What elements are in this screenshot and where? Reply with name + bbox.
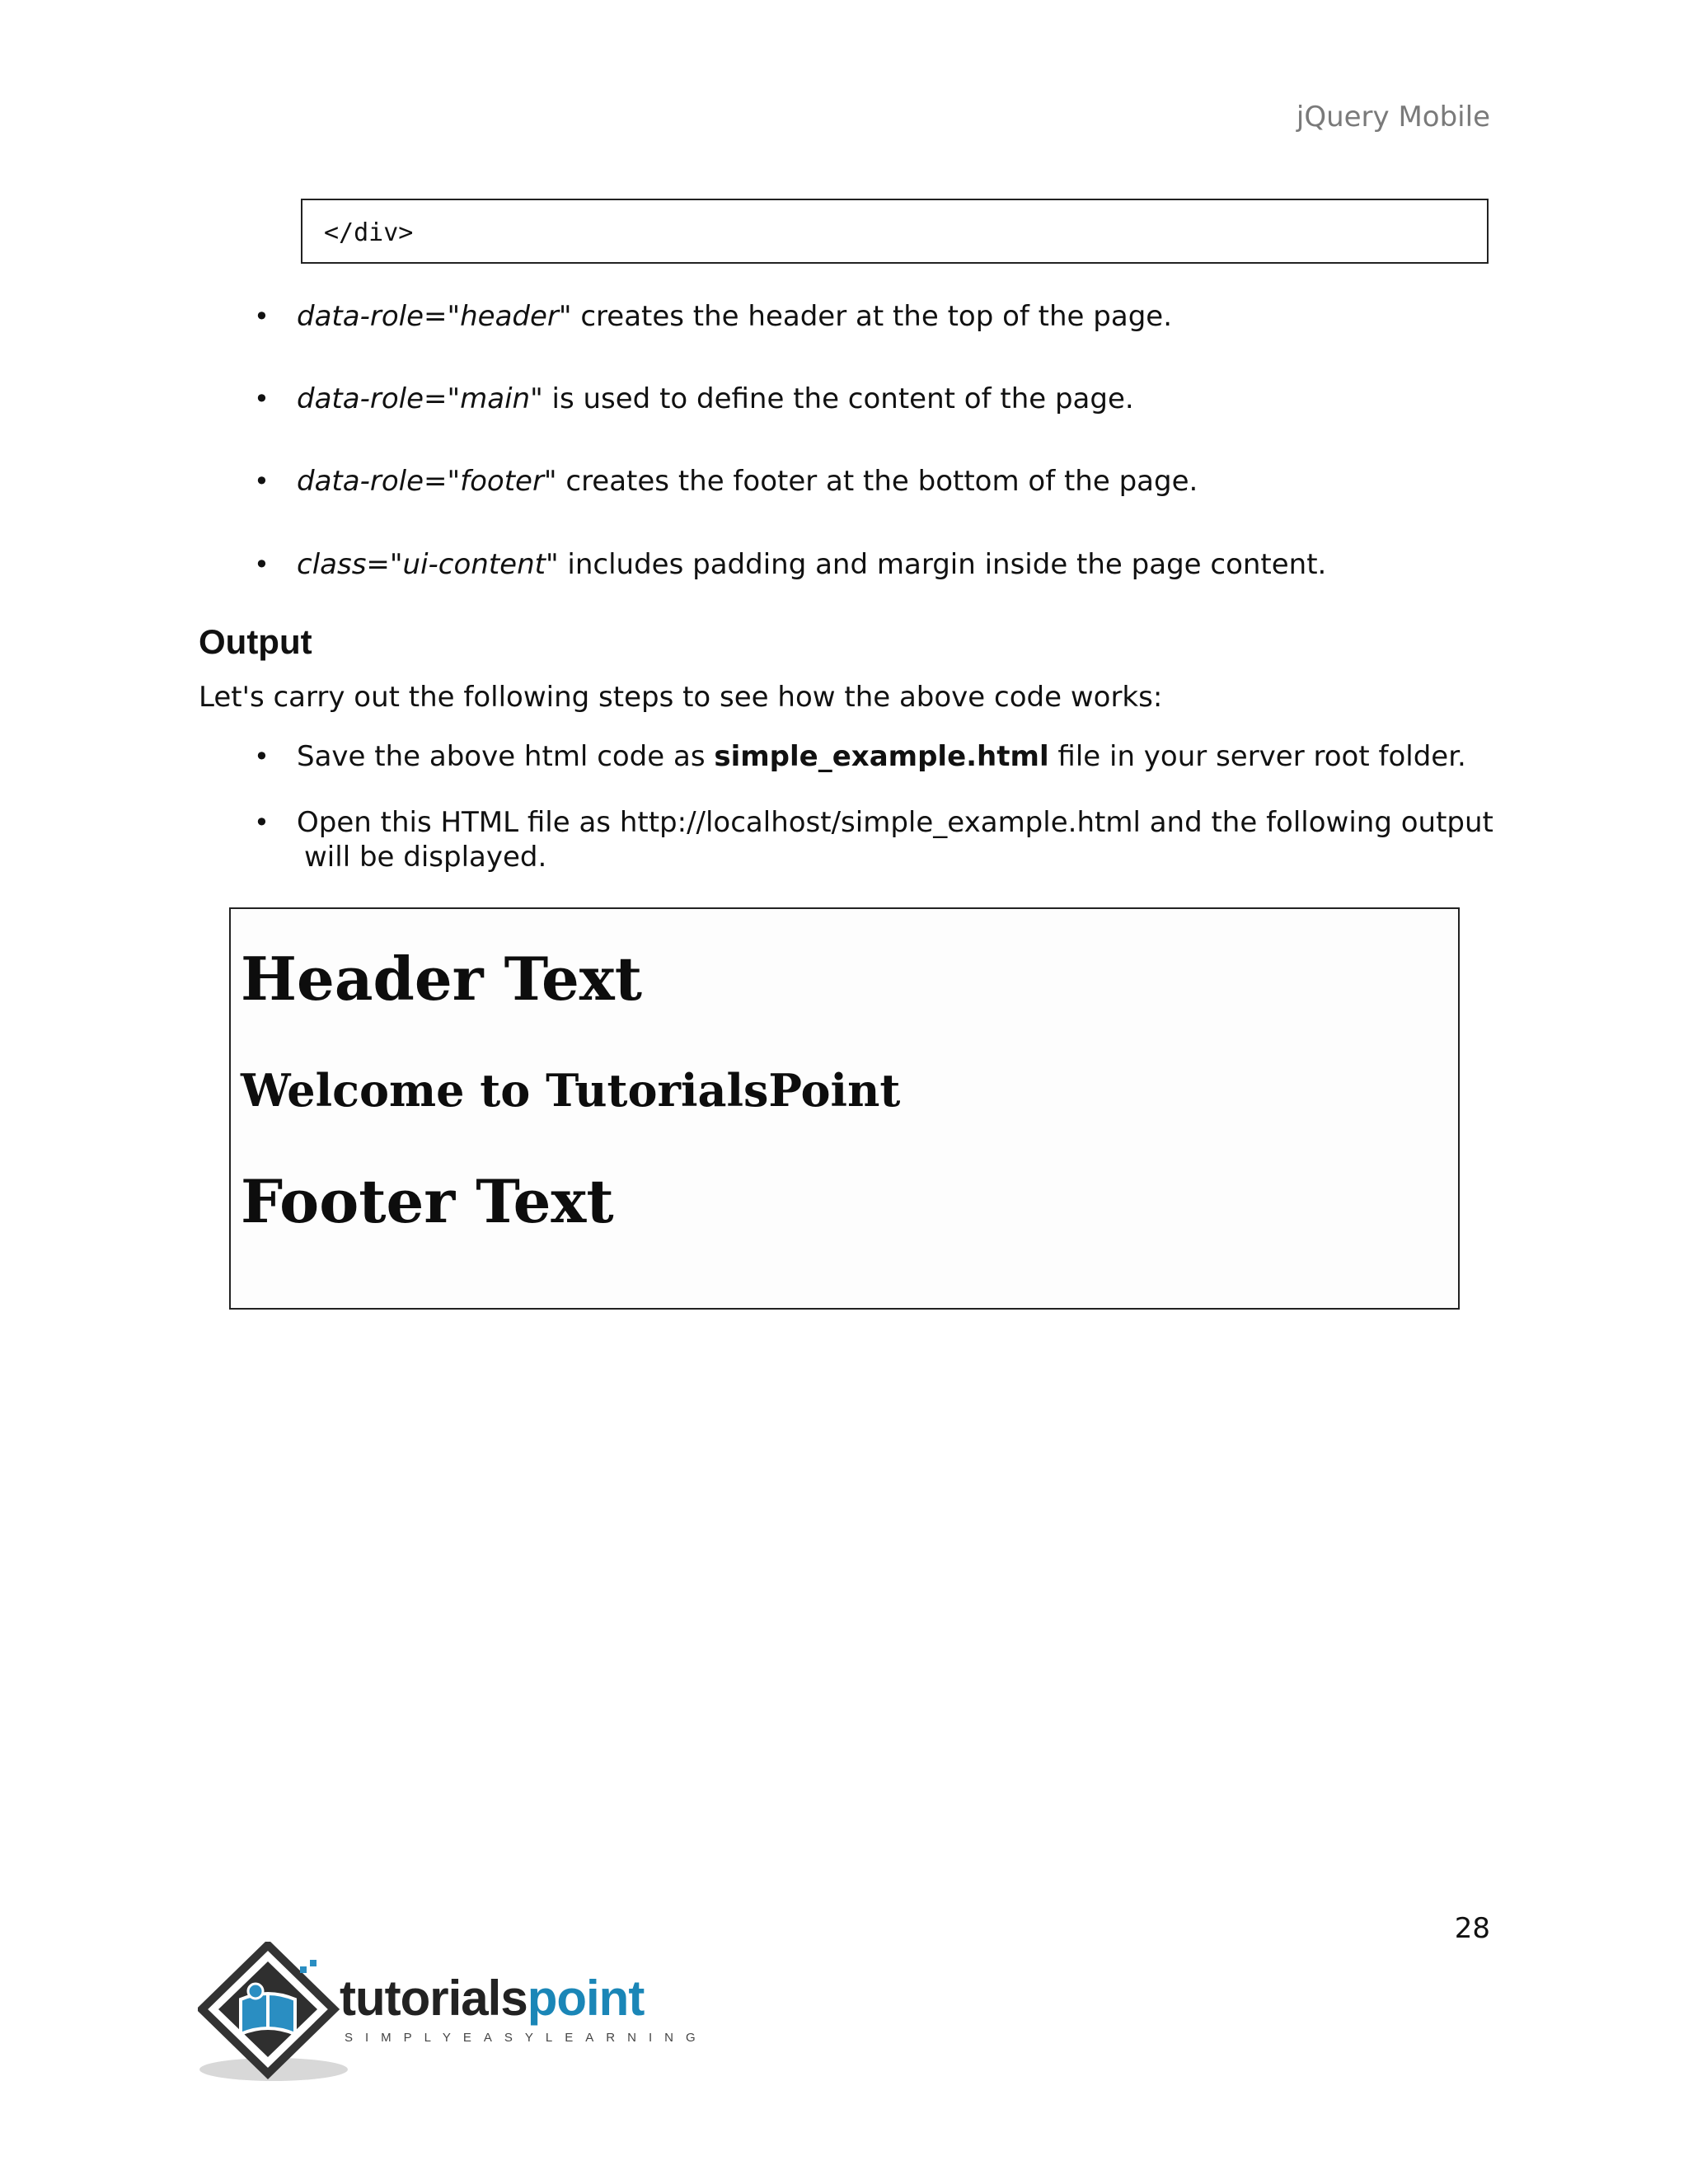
logo-tagline: SIMPLYEASYLEARNING bbox=[345, 2031, 708, 2045]
logo-wordmark: tutorialspoint bbox=[340, 1971, 645, 2026]
section-heading: Output bbox=[199, 622, 312, 661]
list-item bbox=[297, 299, 1172, 334]
role-desc: creates the footer at the bottom of the page. bbox=[556, 465, 1198, 498]
role-term: class="ui-content" bbox=[297, 548, 559, 581]
role-desc: is used to define the content of the page. bbox=[542, 382, 1134, 415]
role-desc: creates the header at the top of the page. bbox=[571, 300, 1173, 333]
running-head: jQuery Mobile bbox=[1296, 101, 1490, 134]
preview-main-text: Welcome to TutorialsPoint bbox=[241, 1064, 901, 1117]
intro-text: Let's carry out the following steps to see how the above code works: bbox=[199, 681, 1163, 714]
code-snippet-box bbox=[301, 199, 1489, 264]
step-text: Save the above html code as bbox=[297, 740, 715, 773]
code-line: </div> bbox=[324, 218, 414, 247]
step-text-continued: will be displayed. bbox=[304, 841, 547, 874]
file-name: simple_example.html bbox=[714, 740, 1049, 773]
list-item bbox=[297, 739, 1466, 774]
tutorialspoint-logo bbox=[198, 1942, 708, 2090]
preview-header-text: Header Text bbox=[241, 944, 642, 1014]
output-preview-box bbox=[229, 907, 1460, 1310]
preview-footer-text: Footer Text bbox=[241, 1166, 614, 1236]
list-item bbox=[297, 547, 1326, 582]
page-number: 28 bbox=[1454, 1912, 1490, 1945]
role-term: data-role="footer" bbox=[297, 465, 557, 498]
list-item bbox=[297, 464, 1198, 499]
list-item bbox=[297, 382, 1134, 416]
list-item bbox=[297, 805, 1500, 874]
role-desc: includes padding and margin inside the page content. bbox=[558, 548, 1327, 581]
role-term: data-role="header" bbox=[297, 300, 572, 333]
step-text: Open this HTML file as http://localhost/simple_example.html and the following output bbox=[297, 806, 1493, 839]
step-text: file in your server root folder. bbox=[1048, 740, 1466, 773]
role-term: data-role="main" bbox=[297, 382, 543, 415]
